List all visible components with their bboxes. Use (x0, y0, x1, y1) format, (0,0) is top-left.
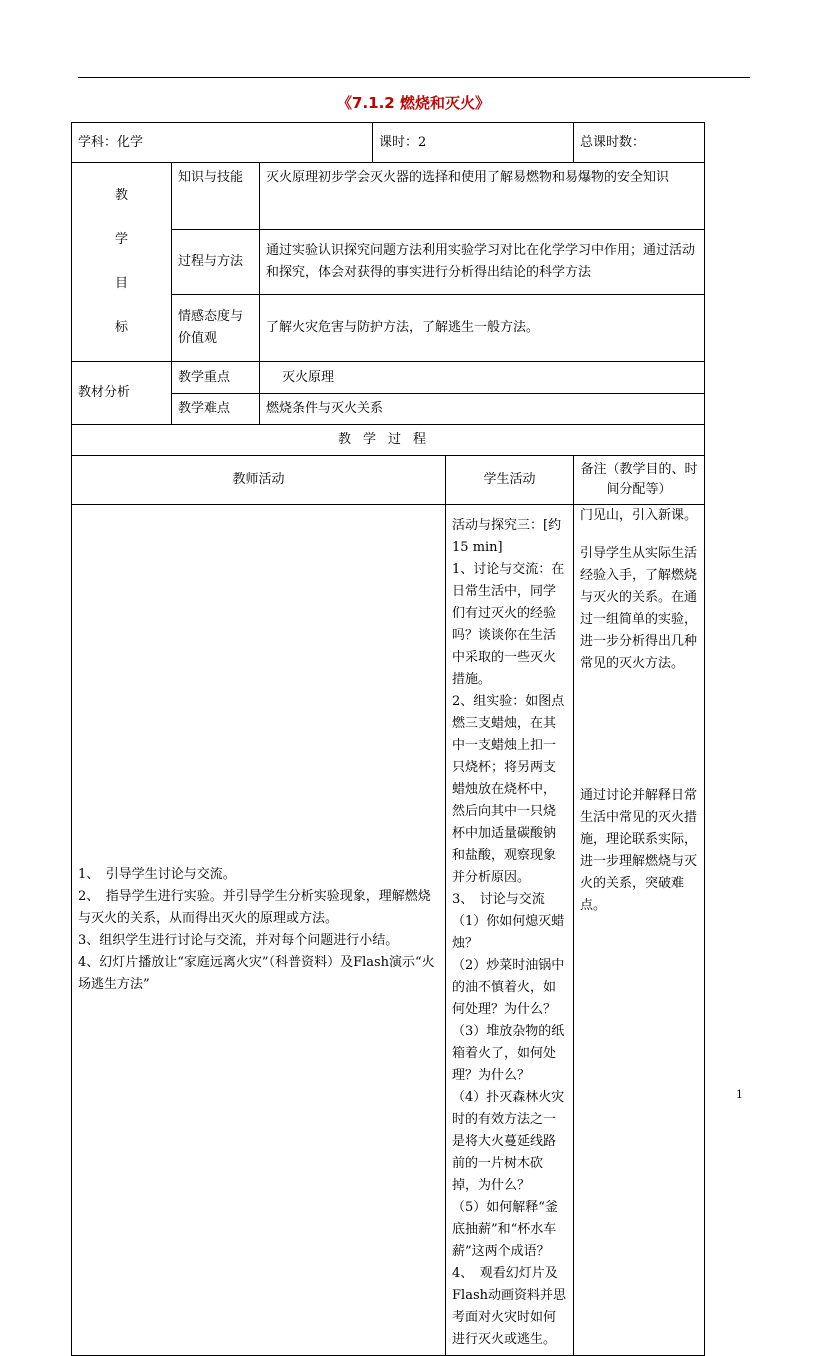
note-item: 通过讨论并解释日常生活中常见的灭火措施，理论联系实际，进一步理解燃烧与灭火的关系，突破难点。 (580, 788, 698, 913)
process-heading: 教学过程 (72, 425, 705, 456)
teacher-activities-cell (72, 505, 446, 1356)
difficulty-value: 燃烧条件与灭火关系 (260, 394, 705, 425)
student-line: （4）扑灭森林火灾时的有效方法之一是将大火蔓延线路前的一片树木砍掉，为什么？ (452, 1090, 565, 1193)
note-header: 备注（教学目的、时间分配等） (574, 456, 705, 505)
student-line: 2、组实验：如图点燃三支蜡烛，在其中一支蜡烛上扣一只烧杯；将另两支蜡烛放在烧杯中，然后向其中一只烧杯中加适量碳酸钠和盐酸，观察现象并分析原因。 (452, 694, 565, 885)
teacher-item: 1、 引导学生讨论与交流。 (78, 867, 236, 882)
objective-label-process: 过程与方法 (172, 230, 260, 295)
objectives-heading-char: 目 (114, 276, 128, 291)
student-line: （2）炒菜时油锅中的油不慎着火，如何处理？为什么？ (452, 958, 565, 1017)
student-line: 活动与探究三：[约15 min] (452, 518, 562, 555)
key-point-label: 教学重点 (172, 362, 260, 394)
student-line: （1）你如何熄灭蜡烛？ (452, 914, 565, 951)
lesson-plan-table (71, 122, 705, 1356)
teacher-activity-header: 教师活动 (72, 456, 446, 505)
period-cell: 课时：2 (373, 123, 574, 163)
student-activity-header: 学生活动 (446, 456, 574, 505)
student-line: 1、讨论与交流：在日常生活中，同学们有过灭火的经验吗？谈谈你在生活中采取的一些灭火措施。 (452, 562, 565, 687)
note-item: 引导学生从实际生活经验入手，了解燃烧与灭火的关系。在通过一组简单的实验，进一步分析得出几种常见的灭火方法。 (580, 546, 698, 671)
note-item: 门见山，引入新课。 (580, 508, 698, 523)
page-number: 1 (736, 1088, 743, 1101)
teacher-item: 3、组织学生进行讨论与交流，并对每个问题进行小结。 (78, 933, 399, 948)
difficulty-label: 教学难点 (172, 394, 260, 425)
analysis-heading: 教材分析 (72, 362, 172, 425)
document-title: 《7.1.2 燃烧和灭火》 (337, 94, 490, 112)
objective-content-process: 通过实验认识探究问题方法利用实验学习对比在化学学习中作用；通过活动和探究，体会对获得的事实进行分析得出结论的科学方法 (260, 230, 705, 295)
total-periods-cell: 总课时数： (574, 123, 705, 163)
subject-cell: 学科：化学 (72, 123, 373, 163)
student-line: （5）如何解释“釜底抽薪”和“杯水车薪”这两个成语？ (452, 1200, 558, 1259)
notes-cell (574, 505, 705, 1356)
objectives-heading-char: 学 (114, 232, 128, 247)
objective-content-knowledge: 灭火原理初步学会灭火器的选择和使用了解易燃物和易爆物的安全知识 (260, 163, 705, 230)
objective-content-attitude: 了解火灾危害与防护方法，了解逃生一般方法。 (260, 295, 705, 362)
student-line: 4、 观看幻灯片及Flash动画资料并思考面对火灾时如何进行灭火或逃生。 (452, 1266, 566, 1347)
key-point-value: 灭火原理 (260, 362, 705, 394)
student-line: （3）堆放杂物的纸箱着火了，如何处理？为什么？ (452, 1024, 565, 1083)
student-line: 3、 讨论与交流 (452, 892, 545, 907)
objectives-heading-char: 教 (114, 188, 128, 203)
teacher-item: 4、幻灯片播放让“家庭远离火灾”（科普资料）及Flash演示“火场逃生方法” (78, 955, 435, 992)
objectives-heading (72, 163, 172, 362)
header-rule (78, 77, 750, 78)
objectives-heading-char: 标 (114, 320, 128, 335)
objective-label-attitude: 情感态度与价值观 (172, 295, 260, 362)
student-activities-cell (446, 505, 574, 1356)
teacher-item: 2、 指导学生进行实验。并引导学生分析实验现象，理解燃烧与灭火的关系，从而得出灭火的原理或方法。 (78, 889, 431, 926)
objective-label-knowledge: 知识与技能 (172, 163, 260, 230)
